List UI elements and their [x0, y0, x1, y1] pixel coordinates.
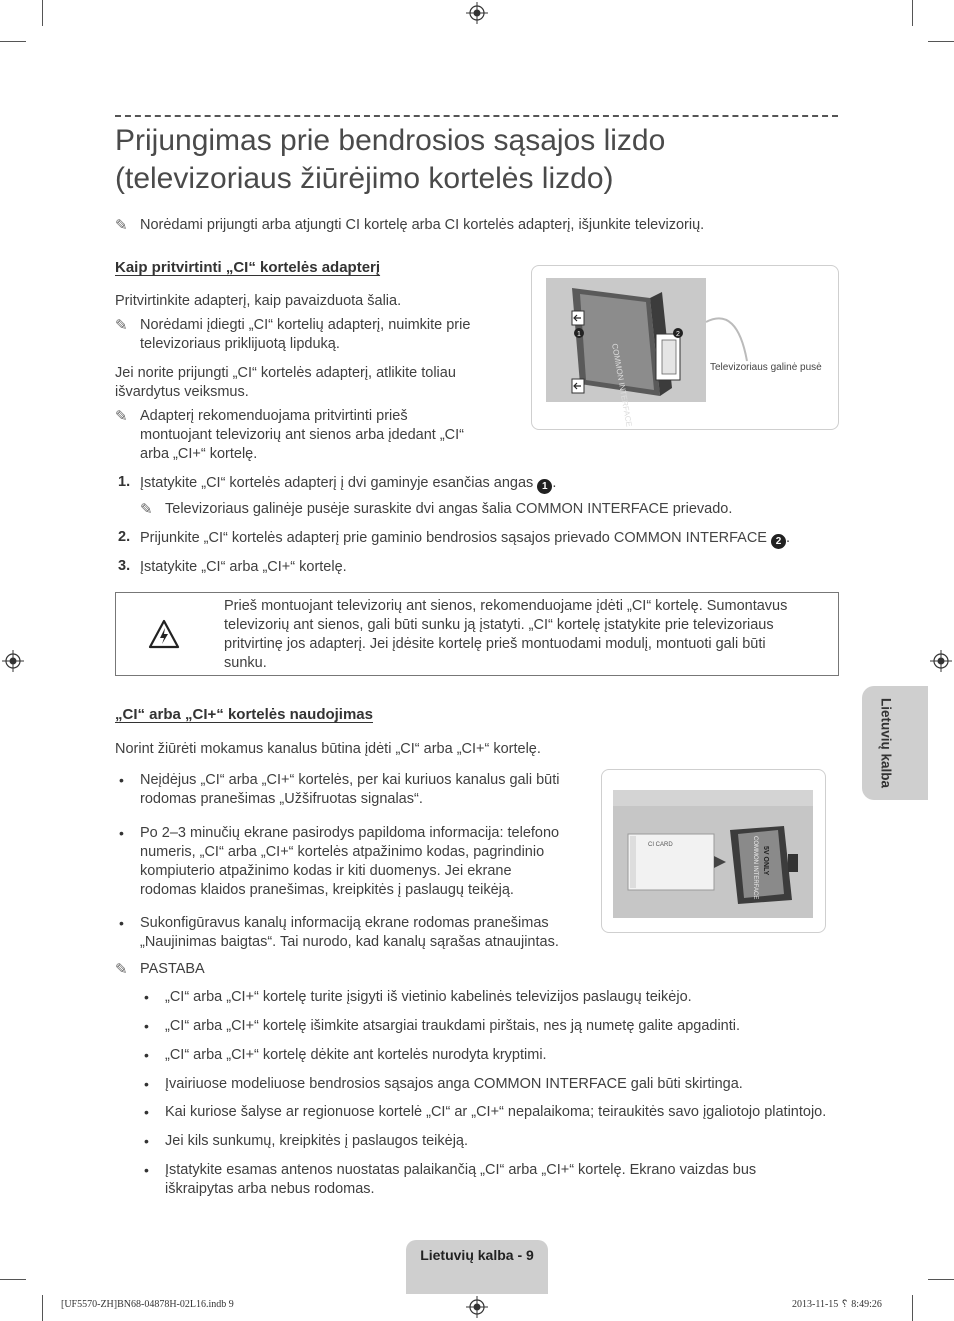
module-label: COMMON INTERFACE: [752, 836, 758, 900]
figure-label: Televizoriaus galinė pusė: [710, 362, 822, 373]
registration-mark-icon: [2, 650, 24, 672]
bullet-icon: •: [144, 1076, 149, 1092]
note-pencil-icon: ✎: [115, 961, 128, 978]
note-pencil-icon: ✎: [115, 217, 128, 234]
paragraph-line: Jei norite prijungti „CI“ kortelės adapterį, atlikite toliau: [115, 365, 456, 381]
bullet-icon: •: [119, 915, 124, 931]
note-item: „CI“ arba „CI+“ kortelę dėkite ant kortelės nurodyta kryptimi.: [165, 1047, 547, 1063]
note-line: televizoriaus priklijuotą lipduką.: [140, 336, 340, 352]
warning-line: Prieš montuojant televizorių ant sienos, rekomenduojame įdėti „CI“ kortelę. Sumontavus: [224, 598, 788, 614]
step-number: 2.: [118, 529, 131, 545]
bullet-icon: •: [144, 1104, 149, 1120]
bullet-line: kompiuterio atpažinimo kodas ir kiti duomenys. Jei ekrane: [140, 863, 512, 879]
crop-mark: [912, 0, 913, 26]
bullet-item: [140, 824, 559, 900]
bullet-icon: •: [119, 825, 124, 841]
title-rule: [115, 115, 838, 117]
callout-2-icon: 2: [771, 534, 786, 549]
note-line: arba „CI+“ kortelę.: [140, 446, 258, 462]
svg-text:2: 2: [676, 331, 680, 338]
note-item: „CI“ arba „CI+“ kortelę išimkite atsargiai traukdami pirštais, nes ją numetę galite apgadinti.: [165, 1018, 741, 1034]
adapter-illustration: [532, 266, 838, 429]
bullet-line: „Naujinimas baigtas“. Tai nurodo, kad kanalų sąrašas atnaujintas.: [140, 934, 559, 950]
note-item: Kai kuriose šalyse ar regionuose kortelė „CI“ ar „CI+“ nepalaikoma; teiraukitės savo įgaliotojo platintojo.: [165, 1104, 827, 1120]
bullet-icon: •: [144, 1162, 149, 1178]
note-line: iškraipytas arba nebus rodomas.: [165, 1181, 375, 1197]
step-port-name: COMMON INTERFACE: [613, 530, 767, 546]
crop-mark: [928, 41, 954, 42]
svg-text:1: 1: [577, 331, 581, 338]
warning-triangle-icon: [148, 619, 180, 649]
step-number: 3.: [118, 558, 131, 574]
intro-note: Norėdami prijungti arba atjungti CI kortelę arba CI kortelės adapterį, išjunkite televizorių.: [140, 217, 705, 233]
adapter-figure: [531, 265, 839, 430]
warning-line: pritvirtinę jos adapterį. Jei įdėsite kortelę prieš montuodami modulį, montuoti gali būti: [224, 636, 766, 652]
ci-card-figure: [601, 769, 826, 933]
note-item: [165, 1161, 756, 1199]
step-number: 1.: [118, 474, 131, 490]
bullet-line: rodomas pranešimas „Užšifruotas signalas“.: [140, 791, 423, 807]
paragraph: [115, 364, 456, 402]
bullet-icon: •: [119, 772, 124, 788]
warning-box: [115, 592, 839, 676]
crop-mark: [912, 1295, 913, 1321]
ci-card-illustration: [602, 770, 825, 932]
crop-mark: [928, 1279, 954, 1280]
note-item: Jei kils sunkumų, kreipkitės į paslaugos teikėją.: [165, 1133, 469, 1149]
note-label: PASTABA: [140, 961, 205, 977]
step-1: [140, 474, 556, 494]
note-text: [140, 316, 470, 354]
note-line: Norėdami įdiegti „CI“ kortelių adapterį, nuimkite prie: [140, 317, 471, 333]
bullet-line: Po 2–3 minučių ekrane pasirodys papildoma informacija: telefono: [140, 825, 560, 841]
module-sub-label: 5V ONLY: [762, 846, 769, 876]
bullet-line: numeris, „CI“ arba „CI+“ kortelės atpažinimo kodas, pagrindinio: [140, 844, 545, 860]
print-info-left: [UF5570-ZH]BN68-04878H-02L16.indb 9: [61, 1299, 234, 1310]
note-port-name: COMMON INTERFACE: [515, 501, 669, 517]
bullet-line: Neįdėjus „CI“ arba „CI+“ kortelės, per kai kuriuos kanalus gali būti: [140, 772, 560, 788]
bullet-icon: •: [144, 1018, 149, 1034]
registration-mark-icon: [466, 1296, 488, 1318]
note-pencil-icon: ✎: [115, 408, 128, 425]
crop-mark: [0, 1279, 26, 1280]
bullet-icon: •: [144, 1047, 149, 1063]
note-item: „CI“ arba „CI+“ kortelę turite įsigyti iš vietinio kabelinės televizijos paslaugų teikėjo.: [165, 989, 692, 1005]
callout-1-icon: 1: [537, 479, 552, 494]
page-number: Lietuvių kalba - 9: [420, 1247, 534, 1263]
bullet-line: rodomas klaidos pranešimas, kreipkitės į paslaugų teikėją.: [140, 882, 514, 898]
svg-text:COMMON INTERFACE: COMMON INTERFACE: [610, 342, 634, 428]
note-item: Įvairiuose modeliuose bendrosios sąsajos anga COMMON INTERFACE gali būti skirtinga.: [165, 1076, 743, 1092]
section-heading-ci-usage: „CI“ arba „CI+“ kortelės naudojimas: [115, 706, 373, 723]
crop-mark: [42, 1295, 43, 1321]
crop-mark: [0, 41, 26, 42]
step-end: .: [552, 475, 557, 491]
step-2: [140, 529, 790, 549]
warning-line: sunku.: [224, 655, 267, 671]
paragraph-line: išvardytus veiksmus.: [115, 384, 249, 400]
note-text: Televizoriaus galinėje pusėje suraskite dvi angas šalia: [165, 501, 512, 517]
language-side-tab-label: Lietuvių kalba: [878, 697, 894, 789]
registration-mark-icon: [930, 650, 952, 672]
note-line: Įstatykite esamas antenos nuostatas palaikančią „CI“ arba „CI+“ kortelę. Ekrano vaizdas bus: [165, 1162, 757, 1178]
step-1-note: [165, 500, 732, 519]
warning-text: [224, 597, 830, 673]
ci-card-label: CI CARD: [648, 842, 673, 848]
step-end: .: [786, 530, 791, 546]
crop-mark: [42, 0, 43, 26]
note-pencil-icon: ✎: [140, 501, 153, 518]
note-line: montuojant televizorių ant sienos arba įdedant „CI“: [140, 427, 465, 443]
warning-icon-cell: [116, 593, 213, 675]
page-title: [115, 122, 835, 198]
bullet-line: Sukonfigūravus kanalų informaciją ekrane rodomas pranešimas: [140, 915, 549, 931]
title-line-1: Prijungimas prie bendrosios sąsajos lizdo: [115, 124, 666, 157]
bullet-icon: •: [144, 1133, 149, 1149]
bullet-icon: •: [144, 989, 149, 1005]
step-text: Įstatykite „CI“ kortelės adapterį į dvi gaminyje esančias angas: [140, 475, 534, 491]
print-info-right: 2013-11-15 ␦ 8:49:26: [792, 1299, 882, 1310]
bullet-item: [140, 914, 559, 952]
paragraph: Norint žiūrėti mokamus kanalus būtina įdėti „CI“ arba „CI+“ kortelę.: [115, 741, 541, 757]
step-text: Prijunkite „CI“ kortelės adapterį prie gaminio bendrosios sąsajos prievado: [140, 530, 610, 546]
note-text: [140, 407, 464, 464]
paragraph: Pritvirtinkite adapterį, kaip pavaizduota šalia.: [115, 293, 402, 309]
note-text: prievado.: [672, 501, 733, 517]
registration-mark-icon: [466, 2, 488, 24]
warning-line: televizorių ant sienos, gali būti sunku ją įstatyti. „CI“ kortelę įstatykite prie televizoriaus: [224, 617, 774, 633]
bullet-item: [140, 771, 559, 809]
note-pencil-icon: ✎: [115, 317, 128, 334]
note-line: Adapterį rekomenduojama pritvirtinti prieš: [140, 408, 408, 424]
title-line-2: (televizoriaus žiūrėjimo kortelės lizdo): [115, 162, 614, 195]
step-3: Įstatykite „CI“ arba „CI+“ kortelę.: [140, 559, 347, 575]
section-heading-adapter: Kaip pritvirtinti „CI“ kortelės adapterį: [115, 259, 381, 276]
